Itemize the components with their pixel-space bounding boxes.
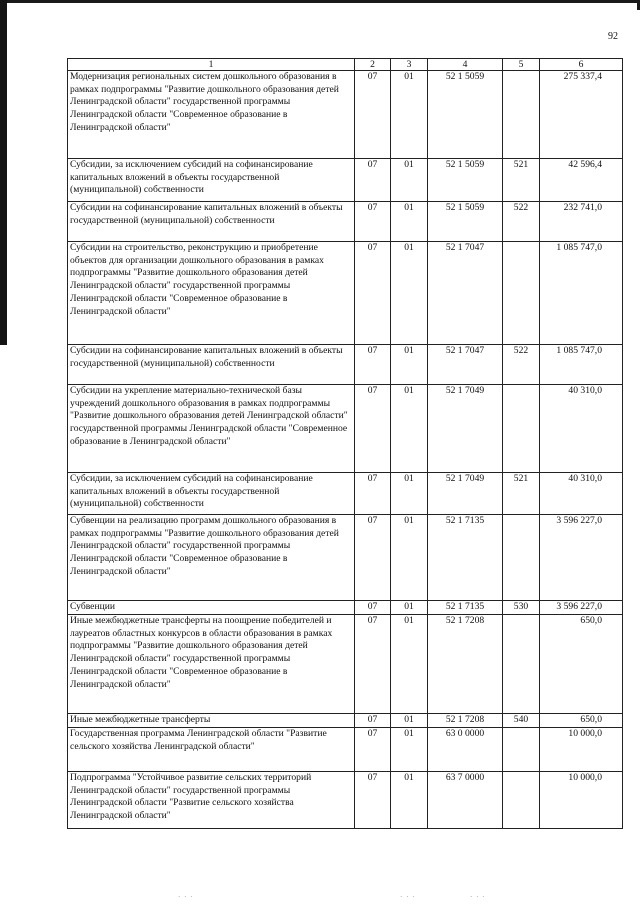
- row-subsection: 01: [391, 71, 428, 159]
- row-name: Субсидии на строительство, реконструкцию и приобретение объектов для организации дошкольного образования в рамках подпрограммы "Развитие дошкольного образования детей Ленинградской области" государственной программы Ленинградской области "Современное образование в Ленинградской области": [68, 242, 355, 345]
- table-row: [68, 728, 623, 772]
- scan-top-border: [0, 0, 640, 3]
- row-name: Иные межбюджетные трансферты на поощрение победителей и лауреатов областных конкурсов в области образования в рамках подпрограммы "Развитие дошкольного образования детей Ленинградской области" государственной программы Ленинградской области "Современное образование в Ленинградской области": [68, 615, 355, 714]
- row-amount: 650,0: [540, 714, 623, 728]
- row-kind: 530: [503, 601, 540, 615]
- row-amount: 3 596 227,0: [540, 515, 623, 601]
- row-name: Подпрограмма "Устойчивое развитие сельских территорий Ленинградской области" государственной программы Ленинградской области "Развитие сельского хозяйства Ленинградской области": [68, 772, 355, 829]
- row-target: 52 1 7208: [428, 615, 503, 714]
- table-row: [68, 515, 623, 601]
- row-name: Субвенции на реализацию программ дошкольного образования в рамках подпрограммы "Развитие дошкольного образования детей Ленинградской области" государственной программы Ленинградской области "Современное образование в Ленинградской области": [68, 515, 355, 601]
- table-row: [68, 615, 623, 714]
- table-row: [68, 772, 623, 829]
- row-amount: 3 596 227,0: [540, 601, 623, 615]
- row-section: 07: [355, 345, 391, 385]
- table-row: [68, 159, 623, 202]
- row-subsection: 01: [391, 345, 428, 385]
- row-target: 52 1 7135: [428, 515, 503, 601]
- row-target: 52 1 5059: [428, 71, 503, 159]
- row-name: Модернизация региональных систем дошкольного образования в рамках подпрограммы "Развитие дошкольного образования детей Ленинградской области" государственной программы Ленинградской области "Современное образование в Ленинградской области": [68, 71, 355, 159]
- row-subsection: 01: [391, 601, 428, 615]
- row-section: 07: [355, 601, 391, 615]
- row-amount: 40 310,0: [540, 473, 623, 515]
- table-row: [68, 242, 623, 345]
- row-amount: 42 596,4: [540, 159, 623, 202]
- table-row: [68, 601, 623, 615]
- row-section: 07: [355, 202, 391, 242]
- row-subsection: 01: [391, 242, 428, 345]
- row-section: 07: [355, 615, 391, 714]
- row-subsection: 01: [391, 159, 428, 202]
- row-subsection: 01: [391, 772, 428, 829]
- row-name: Иные межбюджетные трансферты: [68, 714, 355, 728]
- row-amount: 10 000,0: [540, 772, 623, 829]
- row-target: 52 1 7047: [428, 242, 503, 345]
- row-subsection: 01: [391, 202, 428, 242]
- row-kind: [503, 385, 540, 473]
- row-kind: 522: [503, 202, 540, 242]
- header-col-3: 3: [391, 59, 428, 71]
- table-header-row: [68, 59, 623, 71]
- row-target: 52 1 7208: [428, 714, 503, 728]
- scan-noise: · · ·: [400, 893, 416, 901]
- row-section: 07: [355, 473, 391, 515]
- scan-noise: · · ·: [178, 893, 194, 901]
- row-target: 52 1 7047: [428, 345, 503, 385]
- scan-noise: · · ·: [470, 893, 486, 901]
- row-amount: 232 741,0: [540, 202, 623, 242]
- row-subsection: 01: [391, 473, 428, 515]
- header-col-5: 5: [503, 59, 540, 71]
- row-subsection: 01: [391, 714, 428, 728]
- row-amount: 650,0: [540, 615, 623, 714]
- row-kind: [503, 772, 540, 829]
- row-target: 52 1 5059: [428, 202, 503, 242]
- row-section: 07: [355, 728, 391, 772]
- row-amount: 10 000,0: [540, 728, 623, 772]
- row-kind: 521: [503, 159, 540, 202]
- table-row: [68, 71, 623, 159]
- row-subsection: 01: [391, 615, 428, 714]
- row-amount: 1 085 747,0: [540, 242, 623, 345]
- row-kind: [503, 728, 540, 772]
- scan-left-edge-bar: [0, 0, 7, 345]
- table-row: [68, 714, 623, 728]
- row-subsection: 01: [391, 728, 428, 772]
- budget-table: [67, 58, 623, 829]
- row-kind: [503, 242, 540, 345]
- header-col-1: 1: [68, 59, 355, 71]
- row-name: Государственная программа Ленинградской области "Развитие сельского хозяйства Ленинградской области": [68, 728, 355, 772]
- row-target: 52 1 7049: [428, 385, 503, 473]
- row-target: 52 1 7049: [428, 473, 503, 515]
- row-section: 07: [355, 385, 391, 473]
- row-section: 07: [355, 71, 391, 159]
- row-kind: [503, 71, 540, 159]
- row-amount: 275 337,4: [540, 71, 623, 159]
- table-row: [68, 202, 623, 242]
- row-name: Субсидии на укрепление материально-технической базы учреждений дошкольного образования в рамках подпрограммы "Развитие дошкольного образования детей Ленинградской области" государственной программы Ленинградской области "Современное образование в Ленинградской области": [68, 385, 355, 473]
- row-name: Субсидии на софинансирование капитальных вложений в объекты государственной (муниципальной) собственности: [68, 345, 355, 385]
- row-target: 52 1 5059: [428, 159, 503, 202]
- row-name: Субвенции: [68, 601, 355, 615]
- header-col-4: 4: [428, 59, 503, 71]
- header-col-6: 6: [540, 59, 623, 71]
- row-section: 07: [355, 159, 391, 202]
- header-col-2: 2: [355, 59, 391, 71]
- row-section: 07: [355, 242, 391, 345]
- row-kind: 521: [503, 473, 540, 515]
- row-kind: [503, 615, 540, 714]
- row-target: 63 0 0000: [428, 728, 503, 772]
- row-subsection: 01: [391, 385, 428, 473]
- row-section: 07: [355, 515, 391, 601]
- row-amount: 1 085 747,0: [540, 345, 623, 385]
- row-name: Субсидии, за исключением субсидий на софинансирование капитальных вложений в объекты государственной (муниципальной) собственности: [68, 473, 355, 515]
- row-amount: 40 310,0: [540, 385, 623, 473]
- row-kind: [503, 515, 540, 601]
- table-row: [68, 473, 623, 515]
- table-row: [68, 385, 623, 473]
- row-name: Субсидии, за исключением субсидий на софинансирование капитальных вложений в объекты государственной (муниципальной) собственности: [68, 159, 355, 202]
- row-kind: 522: [503, 345, 540, 385]
- row-target: 63 7 0000: [428, 772, 503, 829]
- row-target: 52 1 7135: [428, 601, 503, 615]
- row-kind: 540: [503, 714, 540, 728]
- row-subsection: 01: [391, 515, 428, 601]
- row-section: 07: [355, 714, 391, 728]
- table-row: [68, 345, 623, 385]
- page-number: 92: [608, 31, 618, 42]
- row-name: Субсидии на софинансирование капитальных вложений в объекты государственной (муниципальной) собственности: [68, 202, 355, 242]
- row-section: 07: [355, 772, 391, 829]
